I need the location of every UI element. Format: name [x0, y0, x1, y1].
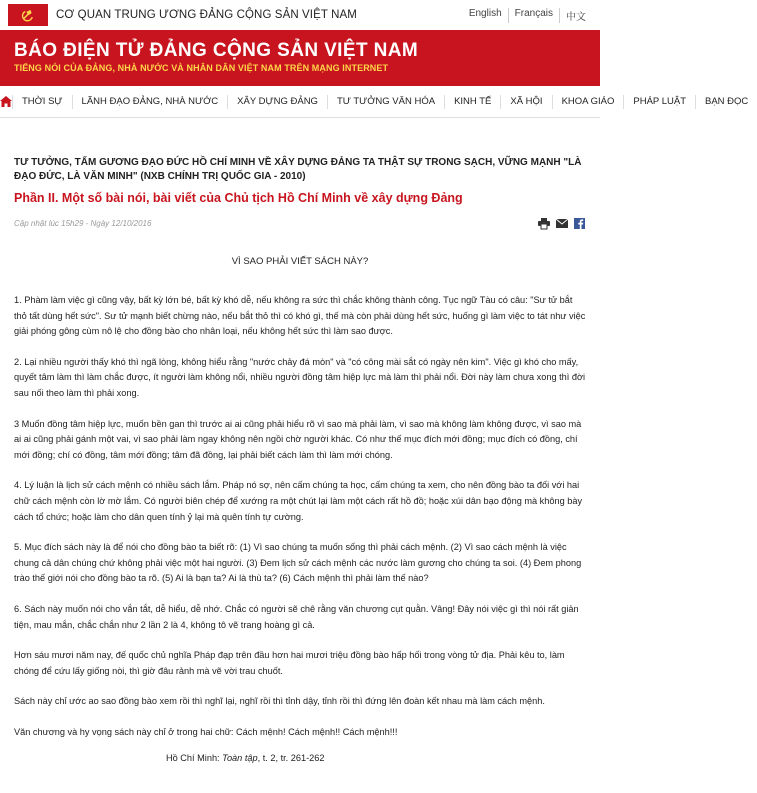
nav-item-kinh-te[interactable]: KINH TẾ: [444, 95, 500, 109]
article-paragraph: 1. Phàm làm việc gì cũng vậy, bất kỳ lớn bé, bất kỳ khó dễ, nếu không ra sức thì chắc không thành công. Tục ngữ Tàu có câu: "Sư tử bắt thỏ tất dùng hết sức". Sư tử mạnh biết chừng nào, nếu bắt thỏ thì có khó gì, thế mà còn phải dùng hết sức, huống gì làm việc to tát như việc giải phóng gông cùm nô lệ cho đồng bào cho nhân loại, nếu không hết sức thì làm sao được.: [14, 295, 586, 337]
lang-chinese-link[interactable]: 中文: [559, 8, 592, 23]
main-nav: [0, 86, 749, 118]
article-paragraph: Văn chương và hy vọng sách này chỉ ở trong hai chữ: Cách mệnh! Cách mệnh!! Cách mệnh!!!: [14, 726, 398, 737]
site-subtitle: TIẾNG NÓI CỦA ĐẢNG, NHÀ NƯỚC VÀ NHÂN DÂN VIỆT NAM TRÊN MẠNG INTERNET: [14, 63, 389, 73]
nav-item-khoa-giao[interactable]: KHOA GIÁO: [552, 95, 624, 109]
article-paragraph: Hơn sáu mươi năm nay, đế quốc chủ nghĩa Pháp đạp trên đầu hơn hai mươi triệu đồng bào hấp hối trong vòng tử địa. Phải kêu to, làm chóng để cứu lấy giống nòi, thì giờ đâu rảnh mà vẽ vời trau chuốt.: [14, 650, 565, 676]
citation-author: Hồ Chí Minh:: [166, 753, 223, 764]
article-part-title: Phần II. Một số bài nói, bài viết của Chủ tịch Hồ Chí Minh về xây dựng Đảng: [14, 191, 463, 205]
article-series-title: TƯ TƯỞNG, TẤM GƯƠNG ĐẠO ĐỨC HỒ CHÍ MINH VỀ XÂY DỰNG ĐẢNG TA THẬT SỰ TRONG SẠCH, VỮNG MẠNH "LÀ ĐẠO ĐỨC, LÀ VĂN MINH" (NXB CHÍNH TRỊ QUỐC GIA - 2010): [14, 157, 582, 182]
article-paragraph: 5. Mục đích sách này là để nói cho đồng bào ta biết rõ: (1) Vì sao chúng ta muốn sống thì phải cách mệnh. (2) Vì sao cách mệnh là việc chung cả dân chúng chứ không phải việc một hai người. (3) Đem lịch sử cách mệnh các nước làm gương cho chúng ta soi. (4) Đem phong trào thế giới nói cho đồng bào ta rõ. (5) Ai là bạn ta? Ai là thù ta? (6) Cách mệnh thì phải làm thế nào?: [14, 542, 582, 584]
language-switcher: [463, 8, 592, 23]
article-citation: [14, 753, 586, 763]
article-paragraph: 4. Lý luận là lịch sử cách mệnh có nhiều sách lắm. Pháp nó sợ, nên cấm chúng ta học, cấm chúng ta xem, cho nên đồng bào ta đối với hai chữ cách mệnh còn lờ mờ lắm. Có người biên chép để xướng ra một chút lại làm một cách rất hồ đồ; hoặc xúi dân bạo động mà không bày cách tổ chức; hoặc làm cho dân quen tính ỷ lại mà quên tính tự cường.: [14, 480, 583, 522]
hammer-sickle-icon: [21, 8, 35, 22]
site-title: BÁO ĐIỆN TỬ ĐẢNG CỘNG SẢN VIỆT NAM: [14, 40, 419, 61]
article-tools: [537, 217, 586, 229]
nav-item-phap-luat[interactable]: PHÁP LUẬT: [623, 95, 695, 109]
article-section-heading: VÌ SAO PHẢI VIẾT SÁCH NÀY?: [231, 256, 369, 267]
party-emblem-logo[interactable]: [8, 4, 48, 26]
article-body: [14, 293, 586, 763]
nav-item-thoi-su[interactable]: THỜI SỰ: [12, 95, 72, 109]
article-paragraph: Sách này chỉ ước ao sao đồng bào xem rồi thì nghĩ lại, nghĩ rồi thì tỉnh dậy, tỉnh rồi thì đứng lên đoàn kết nhau mà làm cách mệnh.: [14, 696, 545, 707]
article-updated-time: Cập nhật lúc 15h29 - Ngày 12/10/2016: [14, 218, 152, 228]
org-name: CƠ QUAN TRUNG ƯƠNG ĐẢNG CỘNG SẢN VIỆT NAM: [56, 9, 357, 21]
top-bar: [0, 0, 600, 30]
nav-item-ban-doc[interactable]: BẠN ĐỌC: [695, 95, 757, 109]
article-paragraph: 2. Lại nhiều người thấy khó thì ngã lòng, không hiểu rằng "nước chảy đá mòn" và "có công mài sắt có ngày nên kim". Việc gì khó cho mấy, quyết tâm làm thì làm chắc được, ít người làm không nổi, nhiều người đồng tâm hiệp lực mà làm thì phải nổi. Đời này làm chưa xong thì đời sau nối theo làm thì phải xong.: [14, 356, 586, 398]
nav-item-lanh-dao[interactable]: LÃNH ĐẠO ĐẢNG, NHÀ NƯỚC: [72, 95, 228, 109]
lang-french-link[interactable]: Français: [508, 8, 559, 23]
nav-item-xa-hoi[interactable]: XÃ HỘI: [500, 95, 551, 109]
mail-icon[interactable]: [555, 217, 568, 229]
article-paragraph: 3 Muốn đồng tâm hiệp lực, muốn bền gan thì trước ai ai cũng phải hiểu rõ vì sao mà phải làm, vì sao mà không làm không được, vì sao mà ai ai cũng phải gánh một vai, vì sao phải làm ngay không nên ngồi chờ người khác. Có như thế mục đích mới đồng; mục đích có đồng, chí mới đồng; chí có đồng, tâm mới đồng; tâm đã đồng, lại phải biết cách làm thì làm mới chóng.: [14, 418, 582, 460]
nav-item-tu-tuong-van-hoa[interactable]: TƯ TƯỞNG VĂN HÓA: [327, 95, 444, 109]
article-paragraph: 6. Sách này muốn nói cho vắn tắt, dễ hiểu, dễ nhớ. Chắc có người sẽ chê rằng văn chương cụt quằn. Vâng! Đây nói việc gì thì nói rất giản tiện, mau mắn, chắc chắn như 2 lần 2 là 4, không tô vẽ trang hoàng gì cả.: [14, 603, 579, 630]
nav-item-xay-dung-dang[interactable]: XÂY DỰNG ĐẢNG: [227, 95, 327, 109]
home-icon[interactable]: [0, 86, 12, 117]
facebook-icon[interactable]: [573, 217, 586, 229]
print-icon[interactable]: [537, 217, 550, 229]
article: [0, 118, 600, 763]
site-banner[interactable]: [0, 30, 600, 86]
citation-ref: , t. 2, tr. 261-262: [257, 753, 325, 764]
lang-english-link[interactable]: English: [468, 7, 502, 19]
citation-title: Toàn tập: [222, 753, 258, 764]
article-meta-row: [14, 216, 586, 230]
